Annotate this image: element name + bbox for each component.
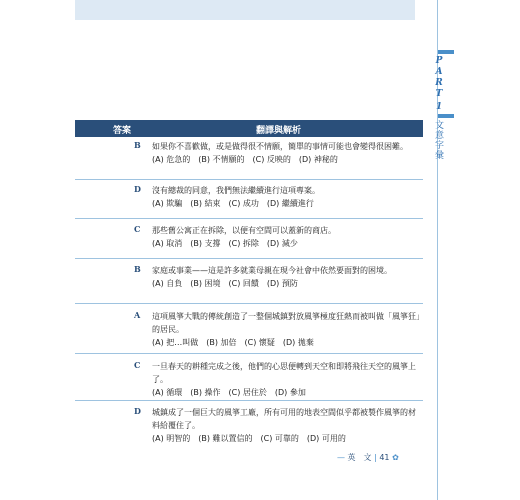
options: (A) 危急的 (B) 不情願的 (C) 反映的 (D) 神秘的 — [152, 155, 338, 164]
row-divider — [75, 218, 423, 219]
answer-letter: D — [134, 406, 141, 416]
answer-letter: D — [134, 184, 141, 194]
answer-letter: C — [134, 360, 141, 370]
row-divider — [75, 400, 423, 401]
answer-column-header: 答案 — [113, 126, 132, 136]
part-number — [432, 102, 446, 113]
footer-label: 英 文 — [347, 453, 372, 462]
row-divider — [75, 258, 423, 259]
part-number-text: 1 — [435, 102, 443, 112]
sentence: 沒有總裁的同意，我們無法繼續進行這項專案。 — [152, 186, 320, 195]
gear-icon: ✿ — [392, 453, 399, 462]
part-bar-bottom — [438, 114, 454, 118]
options: (A) 明智的 (B) 難以置信的 (C) 可靠的 (D) 可用的 — [152, 434, 346, 443]
translation-column-header: 翻譯與解析 — [256, 126, 302, 136]
part-word: PART — [435, 56, 443, 99]
translation-text — [152, 360, 420, 399]
options: (A) 取消 (B) 支撐 (C) 拆除 (D) 減少 — [152, 239, 298, 248]
answer-letter: B — [134, 264, 141, 274]
translation-text — [152, 264, 420, 290]
answer-letter: B — [134, 140, 141, 150]
options: (A) 欺騙 (B) 結束 (C) 成功 (D) 繼續進行 — [152, 199, 314, 208]
page-number: 41 — [379, 453, 390, 462]
table-header — [75, 120, 423, 137]
row-divider — [75, 353, 423, 354]
row-divider — [75, 303, 423, 304]
top-band — [75, 0, 415, 20]
footer-divider-icon: | — [374, 453, 377, 462]
footer-dash-icon: — — [337, 453, 345, 462]
sentence: 一旦春天的耕種完成之後，他們的心思便轉到天空和即將飛往天空的風箏上了。 — [152, 362, 416, 384]
translation-text — [152, 406, 420, 445]
page-footer — [337, 452, 399, 463]
part-label — [432, 56, 446, 100]
sentence: 城鎮成了一個巨大的風箏工廠，所有可用的地表空間似乎都被製作風箏的材料給覆住了。 — [152, 408, 416, 430]
options: (A) 循環 (B) 操作 (C) 居住於 (D) 參加 — [152, 388, 306, 397]
part-bar-top — [438, 50, 454, 54]
sentence: 如果你不喜歡做，或是做得很不情願，簡單的事情可能也會變得很困難。 — [152, 142, 408, 151]
translation-text — [152, 184, 420, 210]
translation-text — [152, 310, 420, 349]
sentence: 那些舊公寓正在拆除，以便有空間可以蓋新的商店。 — [152, 226, 336, 235]
options: (A) 自負 (B) 困境 (C) 回饋 (D) 預防 — [152, 279, 298, 288]
answer-letter: A — [134, 310, 141, 320]
sentence: 這項風箏大戰的傳統創造了一整個城鎮對放風箏極度狂熱而被叫做「風箏狂」的居民。 — [152, 312, 420, 334]
translation-text — [152, 224, 420, 250]
section-title: 文意字彙 — [433, 120, 443, 160]
sentence: 家庭或事業——這是許多就業母親在現今社會中依然要面對的困境。 — [152, 266, 392, 275]
answer-letter: C — [134, 224, 141, 234]
translation-text — [152, 140, 420, 166]
row-divider — [75, 179, 423, 180]
options: (A) 把…叫做 (B) 加倍 (C) 懷疑 (D) 拋棄 — [152, 338, 314, 347]
